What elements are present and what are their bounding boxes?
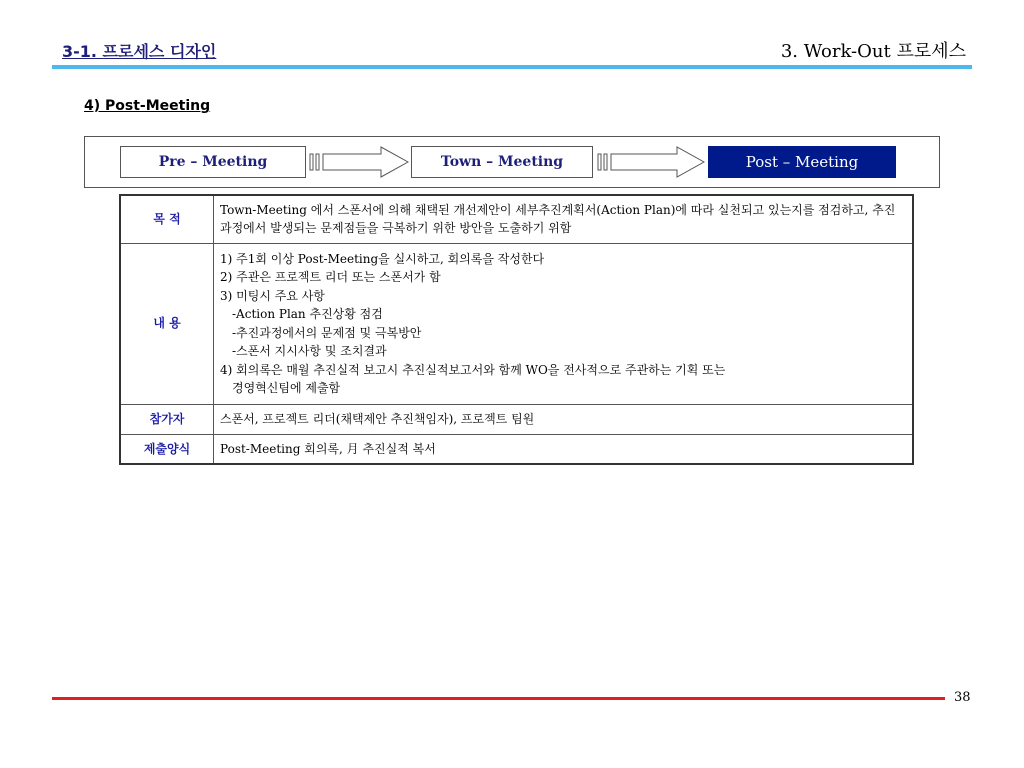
- content-line: 2) 주관은 프로젝트 리더 또는 스폰서가 함: [220, 270, 441, 284]
- sub-title: 4) Post-Meeting: [84, 98, 211, 114]
- row-label-purpose: 목 적: [120, 195, 214, 243]
- content-line: 3) 미팅시 주요 사항: [220, 288, 325, 303]
- content-line: -추진과정에서의 문제점 및 극복방안: [232, 325, 422, 340]
- table-row-submission: [120, 434, 913, 464]
- row-content-participants: [214, 404, 914, 434]
- process-flow: [84, 136, 940, 188]
- content-line: 4) 회의록은 매월 추진실적 보고시 추진실적보고서와 함께 WO을 전사적으로 주관하는 기획 또는: [220, 362, 726, 377]
- flow-step-post-meeting: Post – Meeting: [708, 146, 896, 178]
- table-row-participants: [120, 404, 913, 434]
- content-line: -스폰서 지시사항 및 조치결과: [232, 344, 387, 358]
- flow-step-pre-meeting: Pre – Meeting: [120, 146, 306, 178]
- header-divider: [52, 65, 972, 69]
- arrow-right-icon: [597, 146, 705, 178]
- flow-step-town-meeting: Town – Meeting: [411, 146, 593, 178]
- table-row-content: [120, 243, 913, 404]
- row-label-participants: 참가자: [120, 404, 214, 434]
- arrow-right-icon: [309, 146, 409, 178]
- row-label-submission: 제출양식: [120, 434, 214, 464]
- table-row-purpose: [120, 195, 913, 243]
- section-title: 3-1. 프로세스 디자인: [62, 42, 217, 61]
- row-content-content: [214, 243, 914, 404]
- content-line: -Action Plan 추진상황 점검: [232, 307, 383, 321]
- post-meeting-table: [119, 194, 914, 465]
- content-line: Town-Meeting 에서 스폰서에 의해 채택된 개선제안이 세부추진계획서(Action Plan)에 따라 실천되고 있는지를 점검하고, 추진과정에서 발생되는 문제점들을 극복하기 위한 방안을 도출하기 위함: [220, 202, 896, 236]
- row-content-purpose: [214, 195, 914, 243]
- content-line: Post-Meeting 회의록, 月 추진실적 복서: [220, 441, 436, 456]
- page-number: 38: [954, 690, 971, 705]
- content-line: 경영혁신팀에 제출함: [232, 381, 341, 395]
- row-content-submission: [214, 434, 914, 464]
- footer-divider: [52, 697, 945, 700]
- row-label-content: 내 용: [120, 243, 214, 404]
- content-line: 스폰서, 프로젝트 리더(채택제안 추진책임자), 프로젝트 팀원: [220, 411, 535, 426]
- chapter-title: 3. Work-Out 프로세스: [780, 41, 966, 62]
- content-line: 1) 주1회 이상 Post-Meeting을 실시하고, 회의록을 작성한다: [220, 251, 545, 266]
